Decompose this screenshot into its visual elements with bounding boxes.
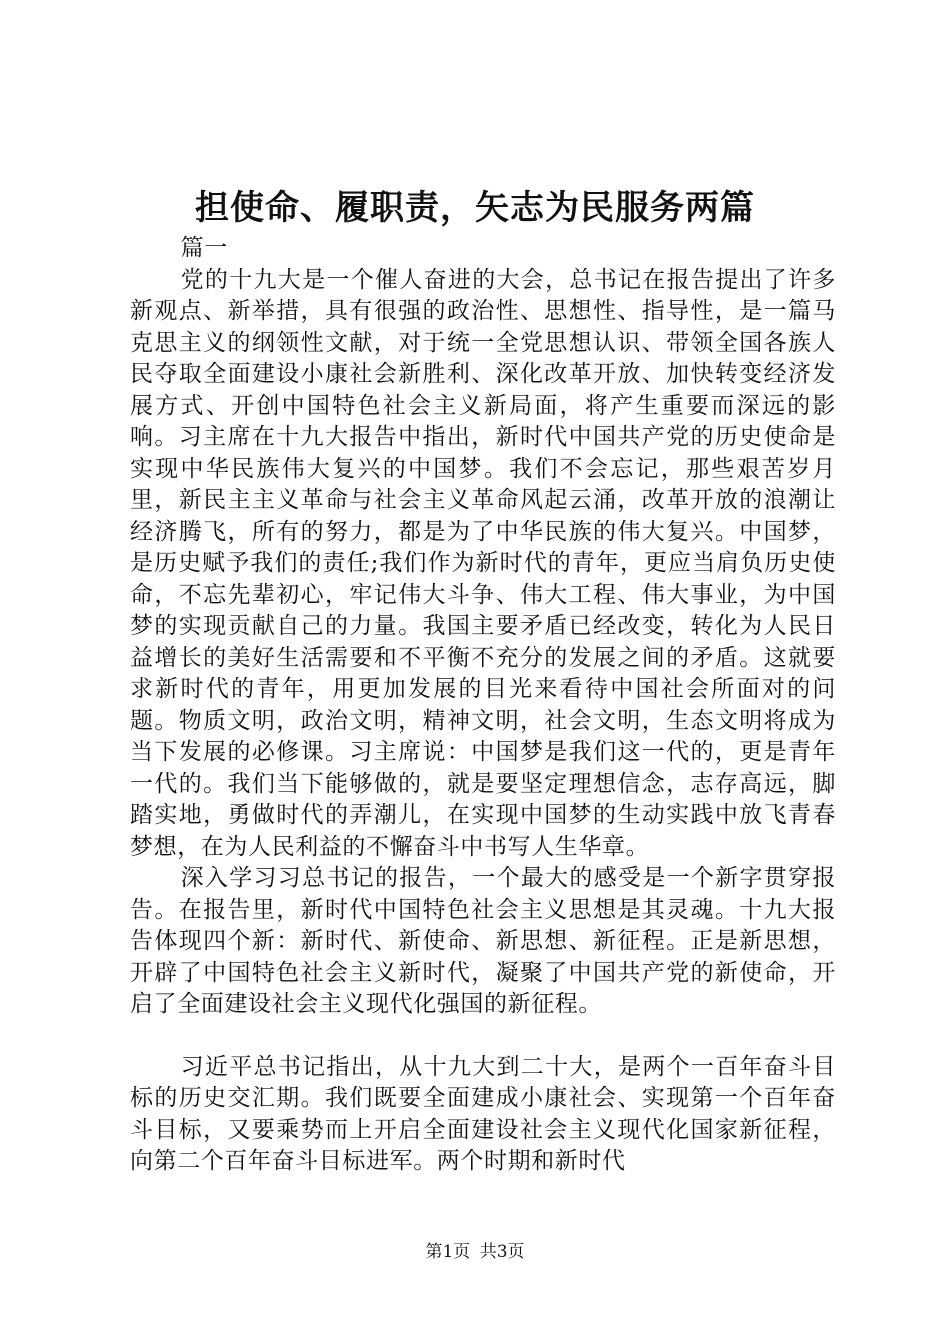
page-number-current: 第1页: [425, 1242, 471, 1262]
paragraph-2: 深入学习习总书记的报告，一个最大的感受是一个新字贯穿报告。在报告里，新时代中国特色社会主义思想是其灵魂。十九大报告体现四个新：新时代、新使命、新思想、新征程。正是新思想，开辟了中国特色社会主义新时代，凝聚了中国共产党的新使命，开启了全面建设社会主义现代化强国的新征程。: [130, 865, 836, 1017]
paragraph-1: 党的十九大是一个催人奋进的大会，总书记在报告提出了许多新观点、新举措，具有很强的政治性、思想性、指导性，是一篇马克思主义的纲领性文献，对于统一全党思想认识、带领全国各族人民夺取全面建设小康社会新胜利、深化改革开放、加快转变经济发展方式、开创中国特色社会主义新局面，将产生重要而深远的影响。习主席在十九大报告中指出，新时代中国共产党的历史使命是实现中华民族伟大复兴的中国梦。我们不会忘记，那些艰苦岁月里，新民主主义革命与社会主义革命风起云涌，改革开放的浪潮让经济腾飞，所有的努力，都是为了中华民族的伟大复兴。中国梦，是历史赋予我们的责任;我们作为新时代的青年，更应当肩负历史使命，不忘先辈初心，牢记伟大斗争、伟大工程、伟大事业，为中国梦的实现贡献自己的力量。我国主要矛盾已经改变，转化为人民日益增长的美好生活需要和不平衡不充分的发展之间的矛盾。这就要求新时代的青年，用更加发展的目光来看待中国社会所面对的问题。物质文明，政治文明，精神文明，社会文明，生态文明将成为当下发展的必修课。习主席说：中国梦是我们这一代的，更是青年一代的。我们当下能够做的，就是要坚定理想信念，志存高远，脚踏实地，勇做时代的弄潮儿，在实现中国梦的生动实践中放飞青春梦想，在为人民利益的不懈奋斗中书写人生华章。: [130, 266, 836, 860]
page-footer: [0, 1240, 950, 1264]
section-label: 篇一: [180, 235, 228, 261]
document-body: [130, 233, 836, 1178]
page-number-total: 共3页: [479, 1242, 525, 1262]
document-title: 担使命、履职责，矢志为民服务两篇: [195, 188, 755, 228]
paragraph-3: 习近平总书记指出，从十九大到二十大，是两个一百年奋斗目标的历史交汇期。我们既要全面建成小康社会、实现第一个百年奋斗目标，又要乘势而上开启全面建设社会主义现代化国家新征程，向第二个百年奋斗目标进军。两个时期和新时代: [130, 1053, 836, 1174]
